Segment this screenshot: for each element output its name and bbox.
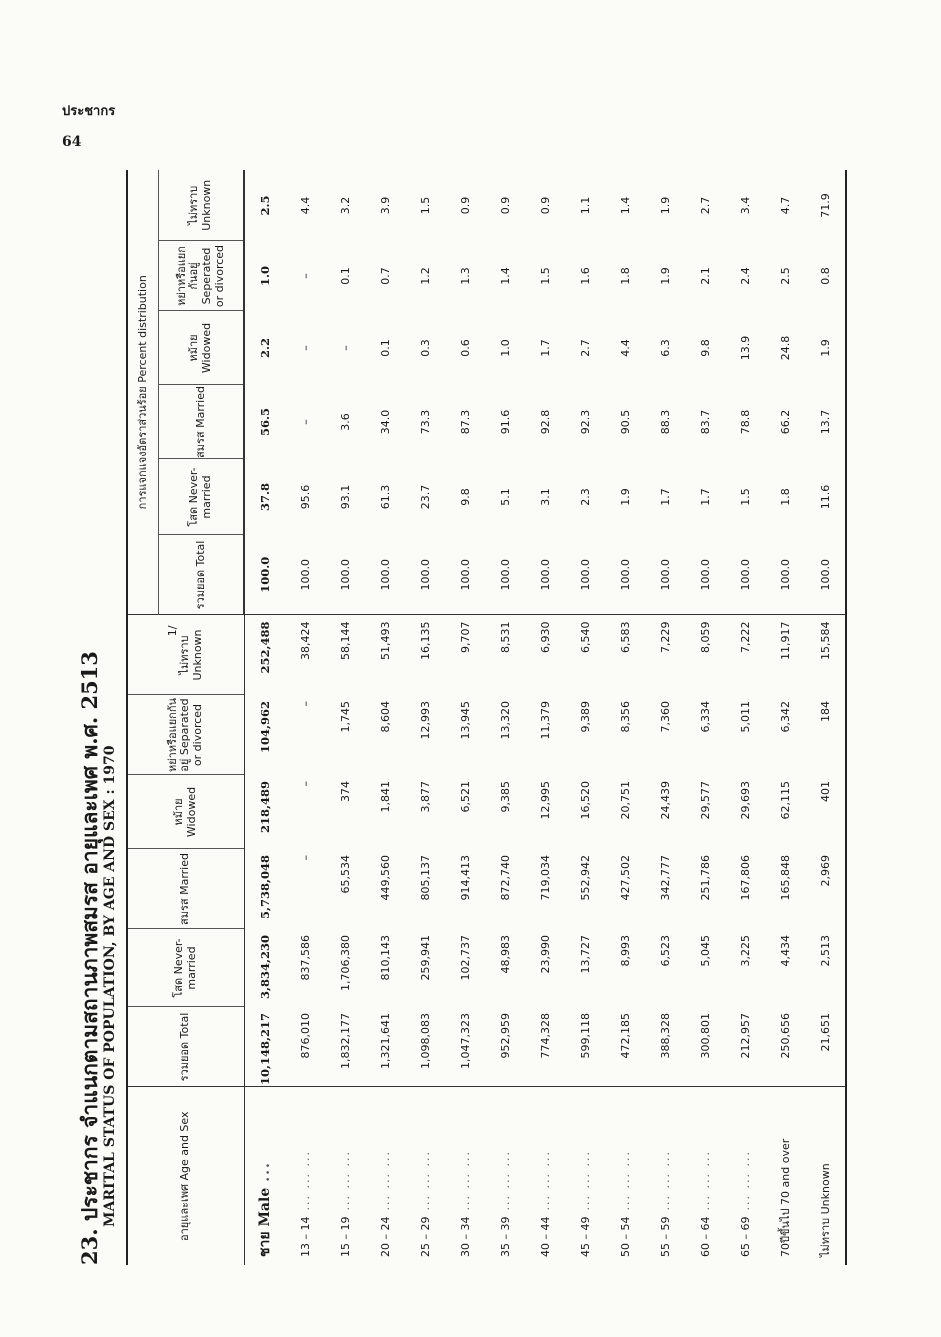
row-label: 25 – 29... ... ... [418,1150,432,1257]
cell-unknown: 6,583 [618,621,632,653]
cell-p-married: 91.6 [498,409,512,435]
cell-never: 837,586 [298,935,312,981]
cell-total: 472,185 [605,1007,645,1087]
cell-p-widowed: 9.8 [698,339,712,357]
row-label: 45 – 49... ... ... [578,1150,592,1257]
cell-never: 810,143 [378,935,392,981]
cell-p-separated: 1.9 [658,267,672,285]
cell-p-total: 100.0 [605,535,645,615]
table-row [485,170,525,1265]
cell-p-total: 100.0 [405,535,445,615]
cell-total: 952,959 [485,1007,525,1087]
cell-total: 388,328 [645,1007,685,1087]
cell-never: 48,983 [498,935,512,974]
cell-never: 8,993 [618,935,632,967]
cell-total: 1,047,323 [445,1007,485,1087]
cell-p-never: 61.3 [378,484,392,510]
cell-married: 165,848 [778,855,792,901]
cell-p-never: 95.6 [298,484,312,510]
cell-p-separated: 2.4 [738,267,752,285]
leader-dots: ... ... ... [698,1150,712,1211]
cell-unknown: 8,059 [698,621,712,653]
table-row [445,170,485,1265]
row-label: ไม่ทราบ Unknown [819,1163,832,1257]
cell-never: 23,990 [538,935,552,974]
cell-p-widowed: 2.2 [258,338,272,359]
cell-p-widowed: – [338,345,352,351]
cell-p-unknown: 0.9 [538,196,552,215]
row-label: 70ปีขึ้นไป 70 and over [779,1138,792,1257]
cell-p-unknown: 0.9 [458,196,472,215]
cell-p-separated: 0.7 [378,267,392,285]
cell-p-married: 92.8 [538,409,552,435]
cell-married: 872,740 [498,855,512,901]
cell-widowed: 20,751 [618,781,632,820]
cell-p-total: 100.0 [805,535,845,615]
leader-dots: ... ... ... [338,1150,352,1211]
row-label: 50 – 54... ... ... [618,1150,632,1257]
row-label: 13 – 14... ... ... [298,1150,312,1257]
leader-dots: ... ... ... [498,1150,512,1211]
cell-p-never: 1.7 [698,488,712,506]
cell-p-separated: – [298,273,312,279]
cell-married: 2,969 [818,855,832,887]
cell-p-never: 93.1 [338,484,352,510]
cell-separated: 11,379 [538,701,552,740]
leader-dots: ... ... ... [418,1150,432,1211]
cell-p-widowed: 13.9 [738,335,752,361]
cell-p-separated: 1.5 [538,267,552,285]
cell-p-widowed: 24.8 [778,335,792,361]
cell-p-unknown: 1.5 [418,196,432,215]
leader-dots: ... ... ... [658,1150,672,1211]
cell-p-married: 78.8 [738,409,752,435]
cell-total: 250,656 [765,1007,805,1087]
cell-never: 4,434 [778,935,792,967]
cell-p-never: 23.7 [418,484,432,510]
cell-p-married: 83.7 [698,409,712,435]
col-total: รวมยอด Total [128,1007,244,1087]
running-head: ประชากร [62,104,116,119]
table-row [325,170,365,1265]
cell-separated: – [298,701,312,707]
table-row [405,170,445,1265]
cell-p-married: 13.7 [818,409,832,435]
cell-never: 5,045 [698,935,712,967]
table-row [605,170,645,1265]
cell-widowed: 24,439 [658,781,672,820]
col-unknown: 1/ ไม่ทราบ Unknown [128,615,244,695]
cell-married: 342,777 [658,855,672,901]
table-row [725,170,765,1265]
table-number: 23. [77,1228,102,1265]
cell-married: 427,502 [618,855,632,901]
cell-p-never: 11.6 [818,484,832,510]
cell-unknown: 16,135 [418,621,432,660]
cell-p-never: 1.8 [778,488,792,506]
cell-separated: 7,360 [658,701,672,733]
cell-p-separated: 0.8 [818,267,832,285]
col-group-percent: การแจกแจงอัตราส่วนร้อย Percent distribution [128,170,159,615]
cell-never: 2,513 [818,935,832,967]
cell-total: 1,321,641 [365,1007,405,1087]
table-row [685,170,725,1265]
cell-p-separated: 1.6 [578,267,592,285]
cell-separated: 8,604 [378,701,392,733]
row-label: ชาย Male... [257,1161,273,1257]
cell-total: 876,010 [285,1007,325,1087]
cell-p-married: 87.3 [458,409,472,435]
col-never-married: โสด Never-married [128,929,244,1007]
cell-widowed: 9,385 [498,781,512,813]
cell-p-never: 2.3 [578,488,592,506]
cell-unknown: 8,531 [498,621,512,653]
col-widowed: หม้าย Widowed [128,775,244,849]
cell-p-married: 3.6 [338,413,352,431]
table-row [245,170,286,1265]
row-label: 20 – 24... ... ... [378,1150,392,1257]
cell-p-widowed: 2.7 [578,339,592,357]
cell-total: 21,651 [805,1007,845,1087]
cell-p-unknown: 1.4 [618,196,632,215]
cell-unknown: 7,222 [738,621,752,653]
cell-married: 167,806 [738,855,752,901]
cell-p-married: 88.3 [658,409,672,435]
cell-separated: 184 [818,701,832,722]
cell-widowed: 16,520 [578,781,592,820]
cell-p-separated: 1.4 [498,267,512,285]
col-pct-married: สมรส Married [159,385,244,459]
cell-p-total: 100.0 [285,535,325,615]
cell-unknown: 252,488 [258,621,272,674]
cell-p-unknown: 1.9 [658,196,672,215]
cell-unknown: 7,229 [658,621,672,653]
table-row [645,170,685,1265]
cell-married: 719,034 [538,855,552,901]
cell-total: 212,957 [725,1007,765,1087]
cell-unknown: 6,540 [578,621,592,653]
cell-widowed: 3,877 [418,781,432,813]
table-row [525,170,565,1265]
cell-never: 6,523 [658,935,672,967]
cell-p-total: 100.0 [365,535,405,615]
cell-p-unknown: 2.5 [258,195,272,216]
cell-p-total: 100.0 [245,535,286,615]
cell-p-widowed: 1.7 [538,339,552,357]
leader-dots: ... ... ... [458,1150,472,1211]
cell-p-separated: 1.3 [458,267,472,285]
cell-p-married: 56.5 [258,408,272,437]
cell-unknown: 15,584 [818,621,832,660]
cell-widowed: 6,521 [458,781,472,813]
cell-unknown: 51,493 [378,621,392,660]
title-english: MARITAL STATUS OF POPULATION, BY AGE AND SEX : 1970 [102,745,118,1227]
cell-never: 13,727 [578,935,592,974]
cell-p-total: 100.0 [685,535,725,615]
cell-widowed: – [298,781,312,787]
leader-dots: ... ... ... [738,1150,752,1211]
cell-p-widowed: 1.9 [818,339,832,357]
cell-married: 805,137 [418,855,432,901]
cell-separated: 12,993 [418,701,432,740]
col-separated: หย่าหรือแยกกันอยู่ Separated or divorced [128,695,244,775]
footnote-mark: 1/ [165,625,179,637]
cell-p-widowed: 0.6 [458,339,472,357]
cell-p-separated: 1.2 [418,267,432,285]
table-row [765,170,805,1265]
cell-p-married: 73.3 [418,409,432,435]
col-married: สมรส Married [128,849,244,929]
cell-married: 449,560 [378,855,392,901]
cell-married: 914,413 [458,855,472,901]
cell-separated: 13,945 [458,701,472,740]
cell-p-total: 100.0 [325,535,365,615]
col-pct-unknown: ไม่ทราบ Unknown [159,170,244,241]
cell-p-never: 3.1 [538,488,552,506]
cell-married: 552,942 [578,855,592,901]
cell-p-widowed: 4.4 [618,339,632,357]
cell-p-widowed: – [298,345,312,351]
cell-p-unknown: 3.9 [378,196,392,215]
cell-p-unknown: 1.1 [578,196,592,215]
row-label: 40 – 44... ... ... [538,1150,552,1257]
cell-p-total: 100.0 [765,535,805,615]
cell-separated: 6,334 [698,701,712,733]
cell-p-widowed: 0.3 [418,339,432,357]
cell-separated: 1,745 [338,701,352,733]
col-pct-separated: หย่าหรือแยกกันอยู่ Seperated or divorced [159,241,244,311]
cell-p-never: 1.9 [618,488,632,506]
cell-never: 1,706,380 [338,935,352,991]
col-pct-never: โสด Never-married [159,459,244,535]
cell-p-separated: 2.1 [698,267,712,285]
cell-never: 3,225 [738,935,752,967]
table-row [805,170,845,1265]
leader-dots: ... ... ... [578,1150,592,1211]
cell-p-separated: 0.1 [338,267,352,285]
cell-total: 10,148,217 [245,1007,286,1087]
cell-p-married: 90.5 [618,409,632,435]
cell-total: 774,328 [525,1007,565,1087]
cell-p-unknown: 4.7 [778,196,792,215]
cell-p-never: 1.7 [658,488,672,506]
table-row [285,170,325,1265]
leader-dots: ... ... ... [618,1150,632,1211]
leader-dots: ... ... ... [538,1150,552,1211]
row-label: 55 – 59... ... ... [658,1150,672,1257]
cell-total: 300,801 [685,1007,725,1087]
row-label: 35 – 39... ... ... [498,1150,512,1257]
cell-p-never: 37.8 [258,483,272,512]
cell-p-married: 92.3 [578,409,592,435]
cell-p-total: 100.0 [645,535,685,615]
cell-unknown: 9,707 [458,621,472,653]
row-label: 65 – 69... ... ... [738,1150,752,1257]
cell-separated: 6,342 [778,701,792,733]
cell-unknown: 11,917 [778,621,792,660]
cell-married: 251,786 [698,855,712,901]
col-age-sex: อายุและเพศ Age and Sex [178,1111,192,1241]
table-row [565,170,605,1265]
cell-unknown: 38,424 [298,621,312,660]
cell-married: 65,534 [338,855,352,894]
cell-p-widowed: 1.0 [498,339,512,357]
cell-p-never: 9.8 [458,488,472,506]
row-label: 15 – 19... ... ... [338,1150,352,1257]
cell-p-separated: 1.0 [258,266,272,287]
cell-p-unknown: 2.7 [698,196,712,215]
cell-widowed: 401 [818,781,832,802]
cell-never: 3,834,230 [258,935,272,1000]
cell-p-never: 1.5 [738,488,752,506]
cell-p-total: 100.0 [445,535,485,615]
cell-total: 599,118 [565,1007,605,1087]
row-label: 60 – 64... ... ... [698,1150,712,1257]
leader-dots: ... ... ... [378,1150,392,1211]
cell-never: 259,941 [418,935,432,981]
cell-p-separated: 2.5 [778,267,792,285]
cell-p-separated: 1.8 [618,267,632,285]
row-label: 30 – 34... ... ... [458,1150,472,1257]
cell-widowed: 218,489 [258,781,272,834]
cell-p-married: 66.2 [778,409,792,435]
cell-p-married: 34.0 [378,409,392,435]
cell-p-total: 100.0 [485,535,525,615]
leader-dots: ... ... ... [298,1150,312,1211]
cell-p-widowed: 0.1 [378,339,392,357]
cell-p-total: 100.0 [565,535,605,615]
cell-p-widowed: 6.3 [658,339,672,357]
leader-dots: ... [257,1161,273,1182]
cell-p-total: 100.0 [725,535,765,615]
table-body [245,170,846,1265]
cell-p-total: 100.0 [525,535,565,615]
cell-separated: 104,962 [258,701,272,754]
cell-widowed: 12,995 [538,781,552,820]
cell-total: 1,098,083 [405,1007,445,1087]
cell-married: – [298,855,312,861]
cell-widowed: 62,115 [778,781,792,820]
cell-unknown: 58,144 [338,621,352,660]
page-number: 64 [62,134,82,150]
cell-p-unknown: 0.9 [498,196,512,215]
cell-married: 5,738,048 [258,855,272,920]
cell-p-unknown: 71.9 [818,193,832,218]
cell-p-unknown: 3.4 [738,196,752,215]
cell-total: 1,832,177 [325,1007,365,1087]
cell-widowed: 29,693 [738,781,752,820]
rotated-table-page [72,165,892,1265]
cell-p-unknown: 3.2 [338,196,352,215]
cell-separated: 9,389 [578,701,592,733]
marital-status-table [126,170,847,1265]
cell-widowed: 1,841 [378,781,392,813]
cell-never: 102,737 [458,935,472,981]
cell-widowed: 29,577 [698,781,712,820]
cell-separated: 5,011 [738,701,752,733]
table-row [365,170,405,1265]
cell-p-unknown: 4.4 [298,196,312,215]
cell-separated: 13,320 [498,701,512,740]
title-thai: 23. ประชากร จำแนกตามสถานภาพสมรส อายุและเพศ พ.ศ. 2513 [77,651,102,1265]
cell-p-never: 5.1 [498,488,512,506]
col-pct-widowed: หม้าย Widowed [159,311,244,385]
cell-widowed: 374 [338,781,352,802]
col-pct-total: รวมยอด Total [159,535,244,615]
cell-p-married: – [298,419,312,425]
cell-separated: 8,356 [618,701,632,733]
cell-unknown: 6,930 [538,621,552,653]
